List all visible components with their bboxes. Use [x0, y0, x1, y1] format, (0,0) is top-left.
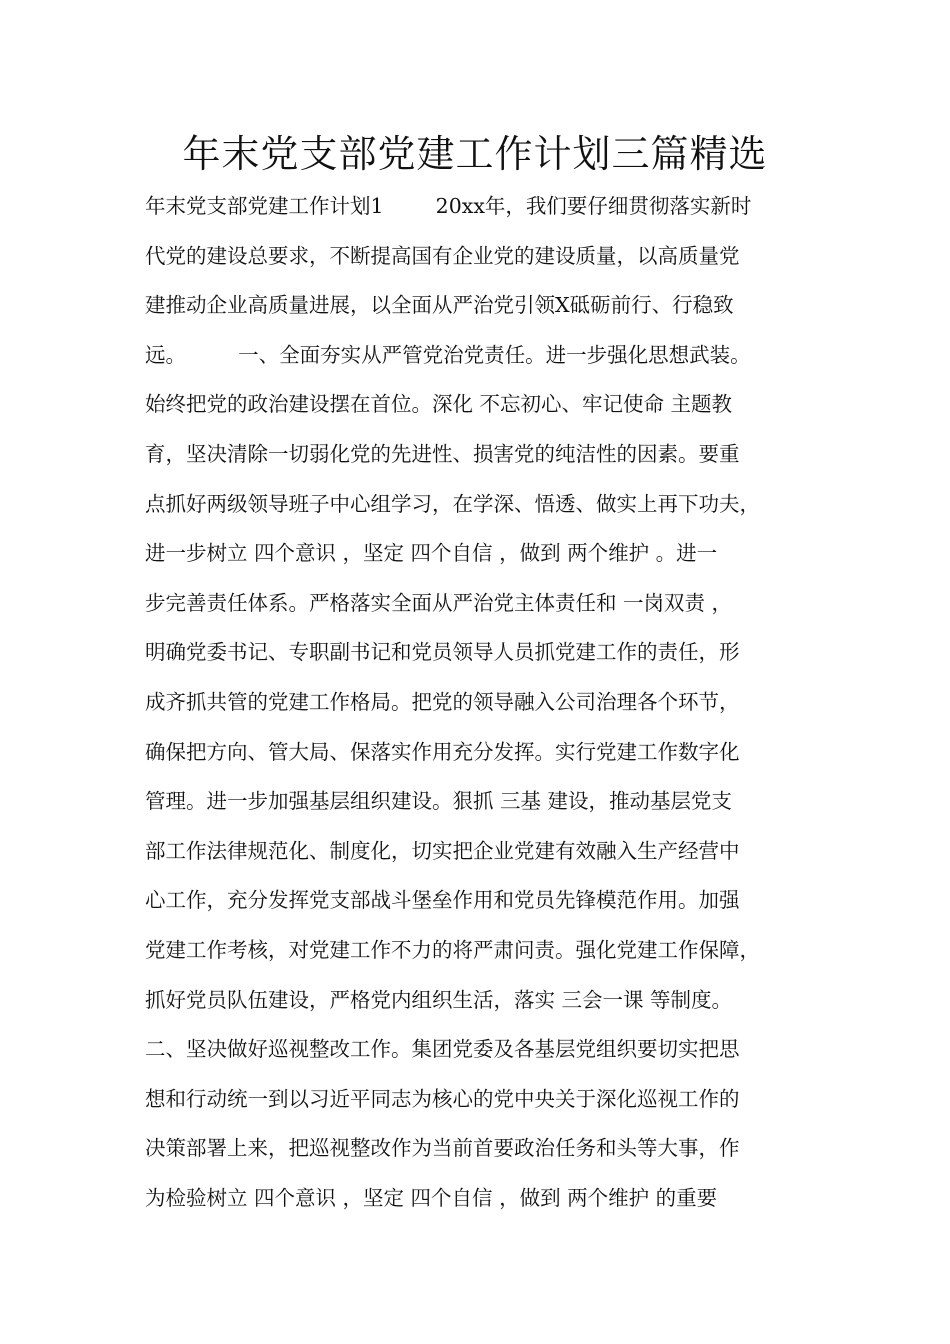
body-line: 心工作，充分发挥党支部战斗堡垒作用和党员先锋模范作用。加强	[145, 888, 740, 913]
body-line: 步完善责任体系。严格落实全面从严治党主体责任和 一岗双责 ，	[145, 590, 733, 615]
document-title: 年末党支部党建工作计划三篇精选	[182, 132, 768, 176]
body-line: 部工作法律规范化、制度化，切实把企业党建有效融入生产经营中	[145, 838, 740, 863]
document-body	[145, 182, 835, 1223]
body-line: 管理。进一步加强基层组织建设。狠抓 三基 建设，推动基层党支	[145, 789, 733, 814]
body-line: 确保把方向、管大局、保落实作用充分发挥。实行党建工作数字化	[145, 739, 740, 764]
body-line: 进一步树立 四个意识 ，坚定 四个自信 ，做到 两个维护 。进一	[145, 541, 718, 566]
body-line: 抓好党员队伍建设，严格党内组织生活，落实 三会一课 等制度。	[145, 987, 733, 1012]
body-line: 为检验树立 四个意识 ，坚定 四个自信 ，做到 两个维护 的重要	[145, 1185, 718, 1210]
body-line: 党建工作考核，对党建工作不力的将严肃问责。强化党建工作保障，	[145, 937, 760, 962]
body-line: 始终把党的政治建设摆在首位。深化 不忘初心、牢记使命 主题教	[145, 392, 733, 417]
body-line: 建推动企业高质量进展，以全面从严治党引领X砥砺前行、行稳致	[145, 293, 734, 318]
body-line: 远。 一、全面夯实从严管党治党责任。进一步强化思想武装。	[145, 342, 751, 367]
body-line: 年末党支部党建工作计划1 20xx年，我们要仔细贯彻落实新时	[145, 194, 752, 218]
body-line: 明确党委书记、专职副书记和党员领导人员抓党建工作的责任，形	[145, 640, 740, 665]
body-line: 想和行动统一到以习近平同志为核心的党中央关于深化巡视工作的	[145, 1086, 740, 1111]
body-line: 代党的建设总要求，不断提高国有企业党的建设质量，以高质量党	[145, 243, 740, 268]
body-line: 成齐抓共管的党建工作格局。把党的领导融入公司治理各个环节，	[145, 689, 740, 714]
body-line: 二、坚决做好巡视整改工作。集团党委及各基层党组织要切实把思	[145, 1037, 740, 1062]
body-line: 育，坚决清除一切弱化党的先进性、损害党的纯洁性的因素。要重	[145, 441, 740, 466]
body-line: 点抓好两级领导班子中心组学习，在学深、悟透、做实上再下功夫，	[145, 491, 760, 516]
body-line: 决策部署上来，把巡视整改作为当前首要政治任务和头等大事，作	[145, 1136, 740, 1161]
